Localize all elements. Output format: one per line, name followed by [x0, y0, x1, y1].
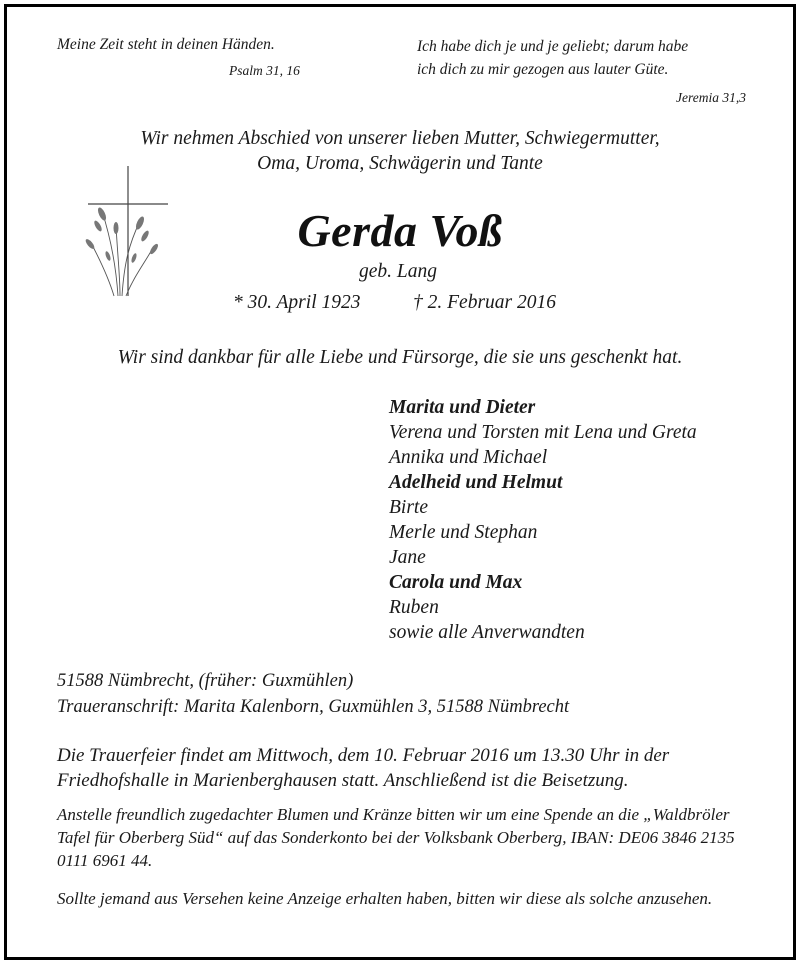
verse-left-source: Psalm 31, 16 [229, 63, 300, 78]
ceremony-paragraph: Die Trauerfeier findet am Mittwoch, dem 10. Februar 2016 um 13.30 Uhr in der Friedhofshalle in Marienberghausen statt. Anschließend ist die Beisetzung. [57, 745, 670, 791]
gratitude-line: Wir sind dankbar für alle Liebe und Fürsorge, die sie uns geschenkt hat. [117, 347, 683, 368]
mourners-list [389, 395, 697, 645]
birth-date: * 30. April 1923 [233, 292, 361, 313]
intro-line1: Wir nehmen Abschied von unserer lieben Mutter, Schwiegermutter, [140, 128, 660, 149]
verse-left-text: Meine Zeit steht in deinen Händen. [57, 36, 275, 53]
notice-paragraph: Sollte jemand aus Versehen keine Anzeige erhalten haben, bitten wir diese als solche anzusehen. [57, 889, 713, 908]
mourning-address: Traueranschrift: Marita Kalenborn, Guxmühlen 3, 51588 Nümbrecht [57, 697, 570, 717]
verse-right-line2: ich dich zu mir gezogen aus lauter Güte. [417, 61, 669, 78]
mourner-name: Annika und Michael [389, 447, 548, 468]
mourner-name: Jane [389, 547, 426, 568]
mourner-name: Birte [389, 497, 428, 518]
mourner-name: Verena und Torsten mit Lena und Greta [389, 422, 697, 443]
maiden-name: geb. Lang [359, 261, 437, 282]
mourner-name: sowie alle Anverwandten [389, 622, 585, 643]
mourner-name: Merle und Stephan [389, 522, 538, 543]
mourner-name: Ruben [389, 597, 439, 618]
place-line: 51588 Nümbrecht, (früher: Guxmühlen) [57, 671, 354, 691]
intro-line2: Oma, Uroma, Schwägerin und Tante [257, 153, 543, 174]
verse-right-line1: Ich habe dich je und je geliebt; darum habe [417, 38, 689, 55]
donation-paragraph: Anstelle freundlich zugedachter Blumen und Kränze bitten wir um eine Spende an die „Waldbröler Tafel für Oberberg Süd“ auf das Sonderkonto bei der Volksbank Oberberg, IBAN: DE06 3846 2135 0111 6961 44. [57, 805, 735, 870]
mourner-name: Adelheid und Helmut [389, 472, 563, 493]
mourner-name: Carola und Max [389, 572, 523, 593]
death-date: † 2. Februar 2016 [413, 292, 556, 313]
verse-right-source: Jeremia 31,3 [676, 90, 746, 105]
mourner-name: Marita und Dieter [389, 397, 536, 418]
deceased-name: Gerda Voß [297, 205, 503, 256]
